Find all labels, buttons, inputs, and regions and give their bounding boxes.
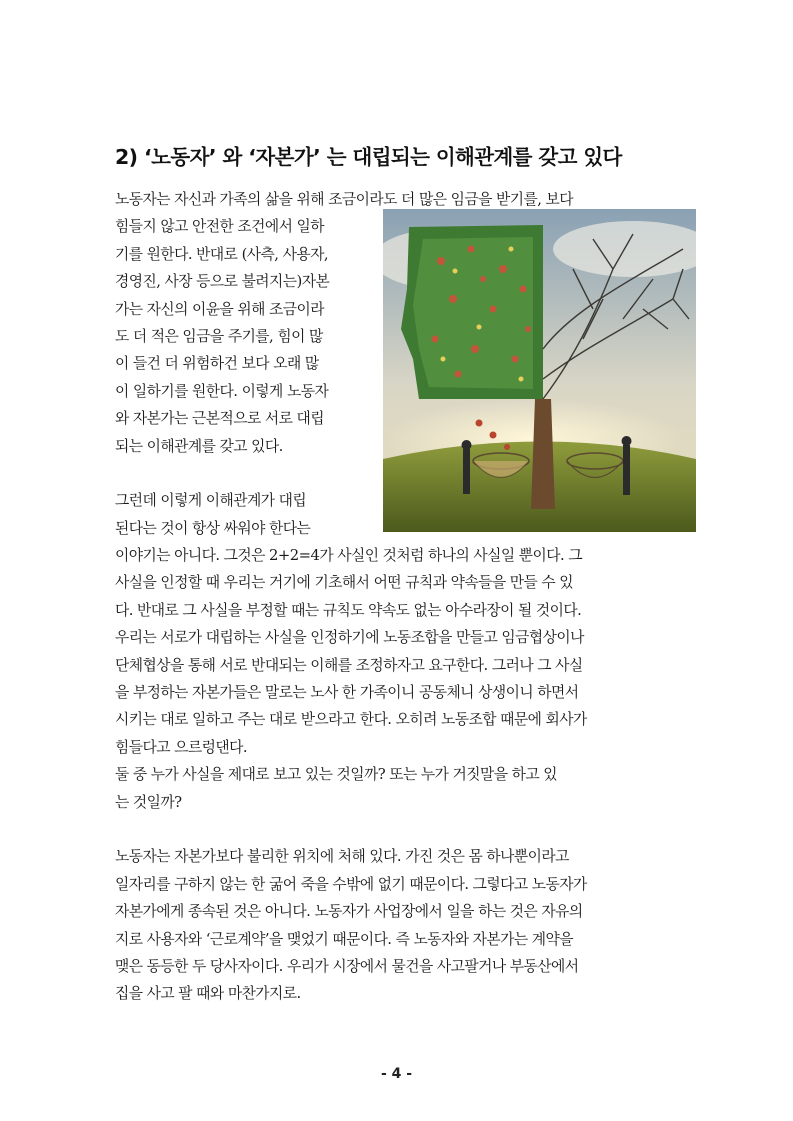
page-number: - 4 - (380, 1066, 413, 1082)
text-line: 맺은 동등한 두 당사자이다. 우리가 시장에서 물건을 사고팔거나 부동산에서 (115, 957, 579, 975)
text-line: 가는 자신의 이윤을 위해 조금이라 (115, 300, 325, 318)
text-line: 일자리를 구하지 않는 한 굶어 죽을 수밖에 없기 때문이다. 그렇다고 노동자가 (115, 875, 587, 893)
section-heading: 2) ‘노동자’ 와 ‘자본가’ 는 대립되는 이해관계를 갖고 있다 (115, 145, 622, 169)
text-line: 힘들지 않고 안전한 조건에서 일하 (115, 218, 325, 236)
text-line: 기를 원한다. 반대로 (사측, 사용자, (115, 245, 328, 263)
tree-illustration-art (383, 209, 696, 532)
text-line: 을 부정하는 자본가들은 말로는 노사 한 가족이니 공동체니 상생이니 하면서 (115, 684, 579, 702)
text-line: 된다는 것이 항상 싸워야 한다는 (115, 519, 311, 537)
text-line: 노동자는 자신과 가족의 삶을 위해 조금이라도 더 많은 임금을 받기를, 보다 (115, 191, 574, 208)
text-line: 이 일하기를 원한다. 이렇게 노동자 (115, 382, 329, 400)
text-line: 사실을 인정할 때 우리는 거기에 기초해서 어떤 규칙과 약속들을 만들 수 있 (115, 574, 574, 592)
tree-illustration (383, 209, 696, 532)
text-line: 단체협상을 통해 서로 반대되는 이해를 조정하자고 요구한다. 그러나 그 사실 (115, 656, 583, 674)
text-line: 이야기는 아니다. 그것은 2+2=4가 사실인 것처럼 하나의 사실일 뿐이다. 그 (115, 547, 583, 565)
text-line: 다. 반대로 그 사실을 부정할 때는 규칙도 약속도 없는 아수라장이 될 것이다. (115, 601, 582, 619)
text-line: 그런데 이렇게 이해관계가 대립 (115, 492, 307, 510)
text-line: 집을 사고 팔 때와 마찬가지로. (115, 985, 301, 1003)
text-line: 힘들다고 으르렁댄다. (115, 738, 248, 756)
paragraph-gap (115, 816, 685, 843)
text-line: 경영진, 사장 등으로 불려지는)자본 (115, 273, 330, 291)
text-line: 둘 중 누가 사실을 제대로 보고 있는 것일까? 또는 누가 거짓말을 하고 있 (115, 766, 558, 784)
text-line: 지로 사용자와 ‘근로계약’을 맺었기 때문이다. 즉 노동자와 자본가는 계약을 (115, 930, 574, 948)
text-line: 시키는 대로 일하고 주는 대로 받으라고 한다. 오히려 노동조합 때문에 회사가 (115, 711, 587, 729)
text-line: 되는 이해관계를 갖고 있다. (115, 437, 283, 455)
text-line: 자본가에게 종속된 것은 아니다. 노동자가 사업장에서 일을 하는 것은 자유의 (115, 903, 583, 921)
text-line: 도 더 적은 임금을 주기를, 힘이 많 (115, 327, 323, 345)
text-line: 는 것일까? (115, 793, 182, 811)
text-line: 이 들건 더 위험하건 보다 오래 많 (115, 355, 319, 373)
text-line: 와 자본가는 근본적으로 서로 대립 (115, 410, 325, 428)
text-line: 노동자는 자본가보다 불리한 위치에 처해 있다. 가진 것은 몸 하나뿐이라고 (115, 848, 569, 866)
text-line: 우리는 서로가 대립하는 사실을 인정하기에 노동조합을 만들고 임금협상이나 (115, 629, 584, 647)
